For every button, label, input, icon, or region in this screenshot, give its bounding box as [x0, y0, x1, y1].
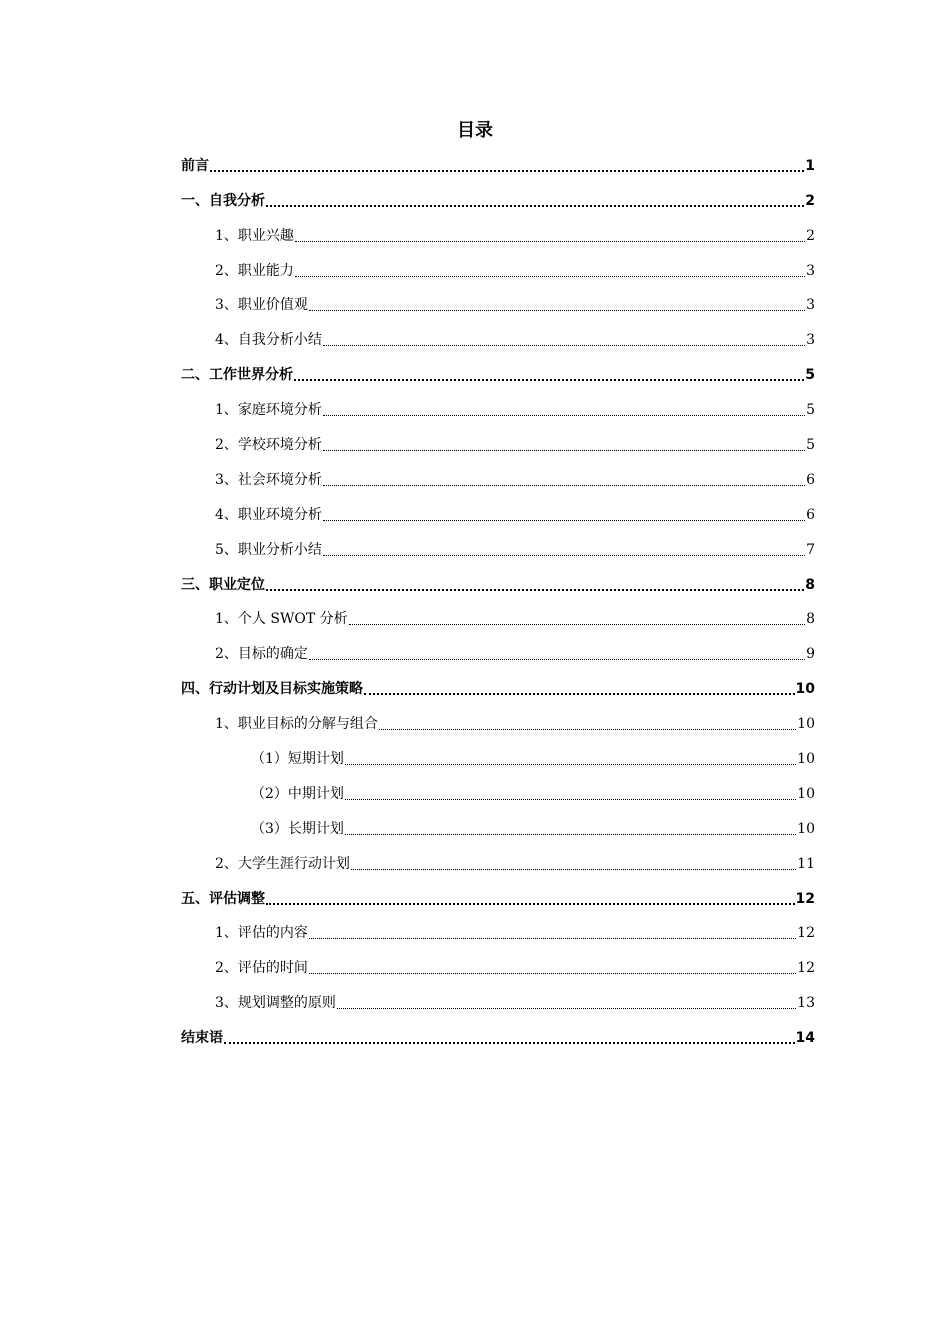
toc-entry-label: 2、评估的时间 — [215, 960, 308, 977]
toc-entry-label: 三、职业定位 — [181, 576, 265, 593]
toc-entry-page-number: 10 — [797, 751, 815, 768]
toc-entry[interactable] — [181, 531, 815, 566]
toc-entry[interactable] — [181, 287, 815, 322]
toc-dot-leader — [309, 310, 805, 311]
toc-entry[interactable] — [181, 1019, 815, 1054]
toc-entry[interactable] — [181, 635, 815, 670]
toc-entry[interactable] — [181, 252, 815, 287]
toc-entry-label: （1）短期计划 — [251, 751, 344, 768]
toc-entry-label: 3、社会环境分析 — [215, 471, 322, 488]
toc-dot-leader — [224, 1042, 795, 1044]
toc-dot-leader — [337, 1008, 796, 1009]
toc-entry-page-number: 9 — [806, 646, 815, 663]
toc-entry-page-number: 12 — [797, 925, 815, 942]
toc-entry-label: 5、职业分析小结 — [215, 541, 322, 558]
toc-entry-page-number: 8 — [806, 611, 815, 628]
toc-entry[interactable] — [181, 880, 815, 915]
toc-entry-label: 3、规划调整的原则 — [215, 995, 336, 1012]
toc-entry-label: 4、职业环境分析 — [215, 506, 322, 523]
toc-entry-label: 1、个人 SWOT 分析 — [215, 611, 348, 628]
toc-entry-label: 3、职业价值观 — [215, 297, 308, 314]
toc-dot-leader — [295, 276, 805, 277]
toc-dot-leader — [323, 345, 805, 346]
toc-entry[interactable] — [181, 356, 815, 391]
toc-entry-page-number: 5 — [805, 367, 815, 384]
toc-dot-leader — [210, 170, 804, 172]
toc-entry-label: 四、行动计划及目标实施策略 — [181, 681, 363, 698]
toc-entry[interactable] — [181, 496, 815, 531]
toc-dot-leader — [323, 485, 805, 486]
toc-entry[interactable] — [181, 182, 815, 217]
toc-entry-page-number: 2 — [805, 192, 815, 209]
toc-dot-leader — [309, 973, 796, 974]
toc-entry-page-number: 1 — [805, 157, 815, 174]
toc-dot-leader — [323, 415, 805, 416]
toc-entry-label: 2、学校环境分析 — [215, 437, 322, 454]
toc-dot-leader — [351, 869, 796, 870]
toc-list — [181, 147, 815, 1054]
toc-entry[interactable] — [181, 461, 815, 496]
toc-dot-leader — [323, 555, 805, 556]
toc-dot-leader — [345, 799, 796, 800]
toc-entry-label: 4、自我分析小结 — [215, 332, 322, 349]
toc-entry-page-number: 3 — [806, 332, 815, 349]
toc-dot-leader — [309, 938, 796, 939]
toc-entry-page-number: 6 — [806, 506, 815, 523]
toc-entry[interactable] — [181, 845, 815, 880]
toc-entry-page-number: 12 — [795, 890, 815, 907]
toc-dot-leader — [364, 693, 795, 695]
toc-entry-page-number: 5 — [806, 437, 815, 454]
toc-entry[interactable] — [181, 217, 815, 252]
toc-entry[interactable] — [181, 915, 815, 950]
toc-title: 目录 — [457, 120, 493, 141]
toc-entry[interactable] — [181, 949, 815, 984]
toc-entry-label: 二、工作世界分析 — [181, 367, 293, 384]
toc-entry-page-number: 8 — [805, 576, 815, 593]
toc-entry-label: 前言 — [181, 157, 209, 174]
toc-entry-page-number: 10 — [797, 785, 815, 802]
toc-entry[interactable] — [181, 321, 815, 356]
toc-entry-page-number: 2 — [806, 227, 815, 244]
toc-entry-label: 1、职业目标的分解与组合 — [215, 716, 378, 733]
toc-dot-leader — [323, 450, 805, 451]
toc-entry[interactable] — [181, 775, 815, 810]
toc-entry[interactable] — [181, 601, 815, 636]
toc-dot-leader — [349, 624, 805, 625]
toc-entry[interactable] — [181, 670, 815, 705]
toc-dot-leader — [345, 834, 796, 835]
toc-entry[interactable] — [181, 810, 815, 845]
toc-entry-label: 1、评估的内容 — [215, 925, 308, 942]
toc-entry[interactable] — [181, 426, 815, 461]
toc-dot-leader — [323, 520, 805, 521]
toc-entry-label: 2、大学生涯行动计划 — [215, 855, 350, 872]
toc-entry-label: 2、职业能力 — [215, 262, 294, 279]
toc-entry-page-number: 11 — [797, 855, 815, 872]
toc-dot-leader — [309, 659, 805, 660]
toc-dot-leader — [294, 379, 804, 381]
toc-dot-leader — [295, 241, 805, 242]
toc-dot-leader — [379, 729, 796, 730]
toc-dot-leader — [266, 205, 804, 207]
toc-entry-label: 结束语 — [181, 1030, 223, 1047]
toc-entry-page-number: 10 — [797, 716, 815, 733]
toc-entry-label: 1、职业兴趣 — [215, 227, 294, 244]
toc-entry-page-number: 7 — [806, 541, 815, 558]
toc-entry-label: （2）中期计划 — [251, 785, 344, 802]
toc-entry-page-number: 12 — [797, 960, 815, 977]
toc-entry-page-number: 14 — [795, 1030, 815, 1047]
toc-dot-leader — [345, 764, 796, 765]
toc-entry-label: 五、评估调整 — [181, 890, 265, 907]
toc-entry-label: 2、目标的确定 — [215, 646, 308, 663]
toc-entry[interactable] — [181, 391, 815, 426]
toc-dot-leader — [266, 903, 795, 905]
toc-dot-leader — [266, 589, 804, 591]
toc-entry[interactable] — [181, 984, 815, 1019]
toc-entry-page-number: 3 — [806, 297, 815, 314]
toc-entry-label: 1、家庭环境分析 — [215, 402, 322, 419]
toc-entry[interactable] — [181, 566, 815, 601]
toc-entry-label: 一、自我分析 — [181, 192, 265, 209]
toc-entry-page-number: 13 — [797, 995, 815, 1012]
toc-entry[interactable] — [181, 147, 815, 182]
toc-entry-page-number: 10 — [797, 820, 815, 837]
toc-entry-label: （3）长期计划 — [251, 820, 344, 837]
toc-entry-page-number: 6 — [806, 471, 815, 488]
toc-entry-page-number: 10 — [795, 681, 815, 698]
toc-entry[interactable] — [181, 740, 815, 775]
toc-entry[interactable] — [181, 705, 815, 740]
toc-entry-page-number: 3 — [806, 262, 815, 279]
toc-entry-page-number: 5 — [806, 402, 815, 419]
